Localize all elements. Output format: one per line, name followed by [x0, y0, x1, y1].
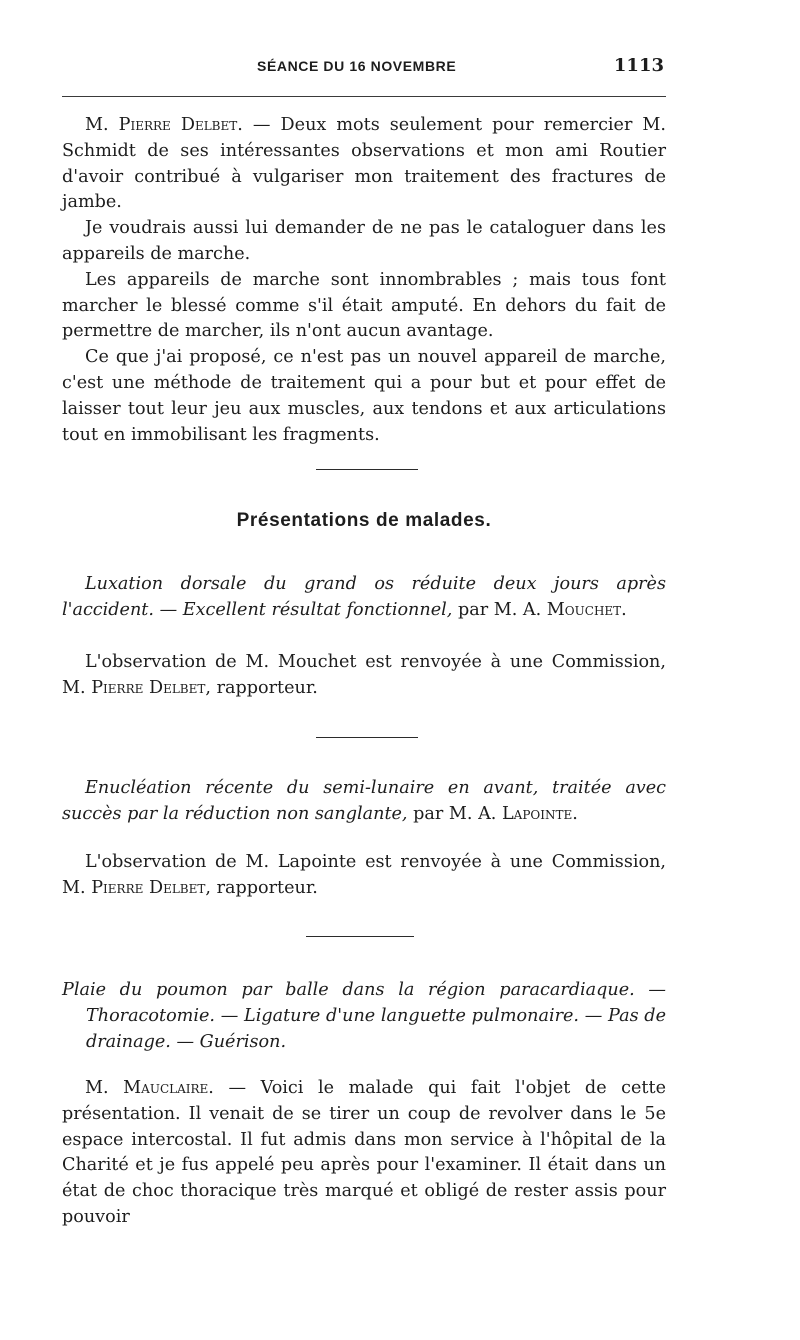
intro-text	[62, 113, 666, 448]
item1-by: par M. A.	[457, 599, 542, 620]
section-heading: Présentations de malades.	[236, 510, 492, 531]
item1-title	[62, 572, 666, 624]
item3-title-paragraph: Plaie du poumon par balle dans la région paracardiaque. — Thoracotomie. — Ligature d'une languette pulmonaire. — Pas de drainage. — Guérison.	[62, 980, 666, 1052]
item2-title-paragraph	[62, 776, 666, 828]
item1-title-a: Luxation dorsale du grand os réduite deux jours après l'accident.	[62, 574, 666, 620]
item2-title-a: Enucléation récente du semi-lunaire en avant,	[85, 778, 539, 798]
item2-body	[62, 850, 666, 902]
item3-body	[62, 1076, 666, 1231]
item2-by: par M. A.	[413, 803, 497, 824]
dash: —	[252, 115, 271, 135]
intro-paragraph-3: Les appareils de marche sont innombrables ; mais tous font marcher le blessé comme s'il était amputé. En dehors du fait de permettre de marcher, ils n'ont aucun avantage.	[62, 269, 666, 342]
running-title: SÉANCE DU 16 NOVEMBRE	[257, 58, 457, 74]
item1-rapporteur-suffix: rapporteur.	[216, 677, 318, 698]
speaker-name: M. Pierre Delbet.	[85, 115, 243, 135]
page-number: 1113	[613, 55, 664, 76]
item2-title	[62, 776, 666, 828]
item1-body-text: L'observation de M. Mouchet est renvoyée à une Commission,	[85, 652, 666, 672]
separator-rule	[316, 469, 418, 470]
item3-body-paragraph	[62, 1076, 666, 1231]
item2-rapporteur-prefix: M.	[62, 877, 86, 898]
item1-rapporteur-name: Pierre Delbet,	[91, 677, 211, 698]
intro-paragraph-4: Ce que j'ai proposé, ce n'est pas un nouvel appareil de marche, c'est une méthode de traitement qui a pour but et pour effet de laisser tout leur jeu aux muscles, aux tendons et aux articulations tout en immobilisant les fragments.	[62, 347, 666, 445]
header-rule	[62, 96, 666, 97]
paragraph-text: Deux mots seulement pour remercier M. Schmidt de ses intéressantes observations et mon ami Routier d'avoir contribué à vulgariser mon traitement des fractures de jambe.	[62, 115, 667, 213]
item2-body-text: L'observation de M. Lapointe est renvoyée à une Commission,	[85, 852, 666, 872]
item3-speaker: M. Mauclaire.	[85, 1078, 214, 1098]
item2-rapporteur-name: Pierre Delbet,	[91, 877, 211, 898]
item3-title	[62, 978, 666, 1055]
item3-body-text: — Voici le malade qui fait l'objet de cette présentation. Il venait de se tirer un coup de revolver dans le 5e espace intercostal. Il fut admis dans mon service à l'hôpital de la Charité et je fus appelé peu après pour l'examiner. Il était dans un état de choc thoracique très marqué et obligé de rester assis pour pouvoir	[62, 1078, 666, 1227]
item1-title-b: — Excellent résultat fonctionnel,	[159, 599, 453, 620]
item2-body-paragraph	[62, 850, 666, 902]
separator-rule	[316, 737, 418, 738]
item1-body	[62, 650, 666, 702]
running-head	[62, 50, 666, 80]
item1-body-paragraph	[62, 650, 666, 702]
item1-rapporteur-prefix: M.	[62, 677, 86, 698]
item1-author: Mouchet.	[546, 599, 627, 620]
item2-title-b: traitée avec succès par la réduction non sanglante,	[62, 778, 667, 824]
intro-paragraph-1	[62, 113, 666, 216]
separator-rule	[306, 936, 414, 937]
item2-rapporteur-suffix: rapporteur.	[216, 877, 318, 898]
item2-author: Lapointe.	[501, 803, 578, 824]
item1-title-paragraph	[62, 572, 666, 624]
intro-paragraph-2: Je voudrais aussi lui demander de ne pas le cataloguer dans les appareils de marche.	[62, 218, 666, 264]
